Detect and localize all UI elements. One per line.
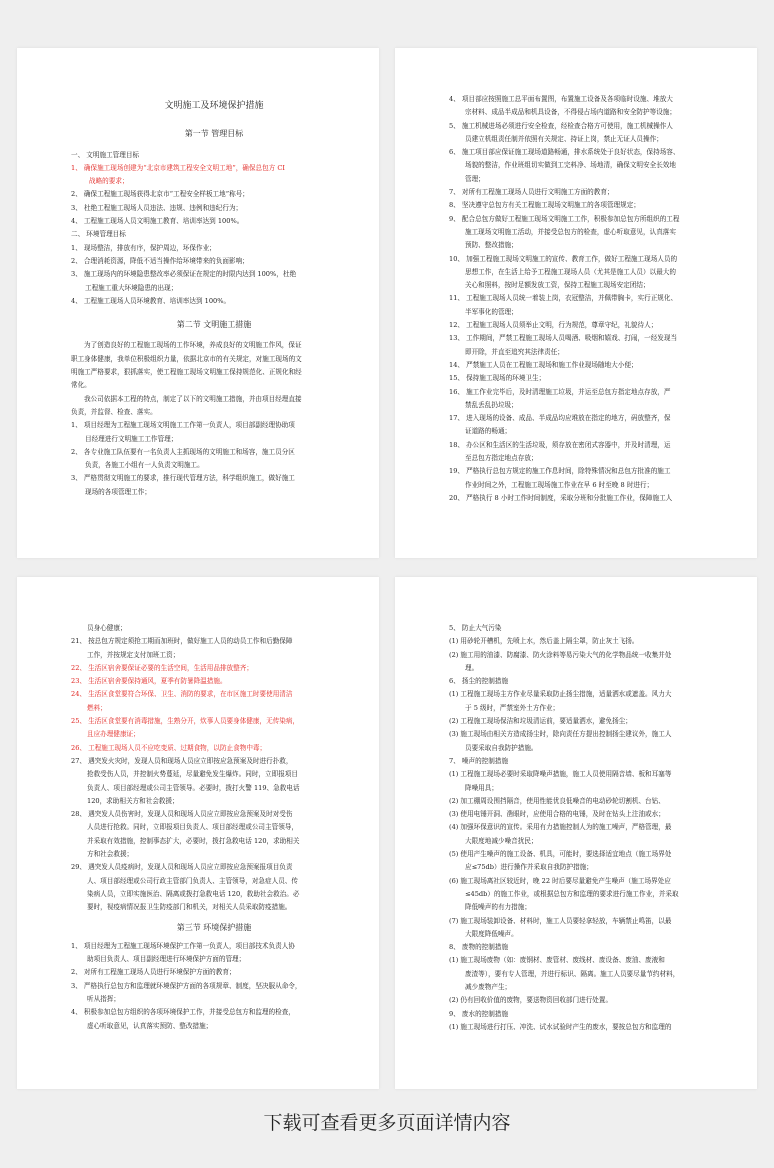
list-item-continuation: 关心和照料，按时足额发放工资，保持工程施工现场安定团结； [465,281,650,290]
list-item: 14、 严禁施工人员在工程施工现场和施工作业现场随地大小便； [449,360,638,369]
download-more-prompt[interactable]: 下载可查看更多页面详情内容 [263,1112,511,1134]
document-page-2 [395,48,757,558]
list-item-continuation: 施工现场文明施工活动，并接受总包方的检查，虚心听取意见，认真落实 [465,227,676,236]
list-heading: 一、 文明施工管理目标 [71,150,140,159]
list-item: (2) 仍有回收价值的废物，要送物资回收部门进行处置。 [449,996,613,1005]
list-item: 3、 施工现场内的环境隐患整改率必须保证在规定的时限内达到 100%，杜绝 工程施工重大环境隐患的出现； [71,270,297,292]
list-item-continuation: 员要采取自我防护措施。 [465,743,538,752]
list-item-continuation: 人员进行抢救。同时，立即报项目负责人、项目部经理或公司主管领导， [87,823,298,832]
list-item: 9、 配合总包方做好工程施工现场文明施工工作，积极参加总包方所组织的工程 [449,214,680,223]
list-item-continuation: 助项目负责人、项目副经理进行环境保护方面的管理； [87,955,246,964]
list-item: (5) 使用产生噪声的施工设备、机具，可能时，要选择适宜地点（施工场界处 [449,850,672,859]
list-item: (3) 使用电锤开洞、凿眼时，应使用合格的电锤，及时在钻头上注油或水； [449,810,665,819]
list-item-continuation: 思想工作，在生活上给予工程施工现场人员（尤其是施工人员）以最大的 [465,267,676,276]
list-item: (2) 加工棚周设围挡隔音，使用性能优良低噪音的电动砂轮切割机、台钻、 [449,796,665,805]
list-item: 6、 扬尘的控制措施 [449,677,509,686]
list-item-continuation: 120，求助相关方和社会救援； [87,796,179,805]
document-page-4 [395,577,757,1089]
list-item-continuation: 且应办理健康证； [87,730,140,739]
paragraph-line: 为了创造良好的工程施工现场的工作环境，养成良好的文明施工作风，保证 [84,341,302,350]
list-item: 1、 现场整洁，排放有序，保护周边，环保作业； [71,243,216,252]
list-item: 1、 项目经理为工程施工现场环境保护工作第一负责人，项目部技术负责人协 [71,941,295,950]
list-item: (1) 用砂轮开槽机，先喷上水，然后盖上隔尘罩，防止灰土飞扬。 [449,637,639,646]
list-item-continuation: 理。 [465,663,479,672]
list-item-continuation: 并采取有效措施，控制事态扩大，必要时，拨打急救电话 120，求助相关 [87,836,300,845]
list-item: 8、 坚决遵守总包方有关工程施工现场文明施工的各项管理规定； [449,201,640,210]
list-item: 1、 项目经理为工程施工现场文明施工工作第一负责人，项目部副经理协助项 目经理进行文明施工工作管理； [71,421,295,443]
list-item: (6) 施工现场离社区较近时，晚 22 时后要尽量避免产生噪声（施工场界处应 [449,876,671,885]
list-item: 4、 工程施工现场人员环境教育、培训率达到 100%。 [71,296,231,305]
list-item-continuation: 人、项目部经理或公司行政主管部门负责人、主管领导，对急症人员、传 [87,876,298,885]
list-item-continuation: 工作，并按规定支付加班工资； [87,650,180,659]
list-item: 24、 生活区食堂要符合环保、卫生、消防的要求，在市区施工时要使用清洁 [71,690,293,699]
list-item-continuation: 减少废物产生； [465,983,512,992]
list-item-continuation: 员建立机组责任制并依照有关规定、持证上岗，禁止无证人员操作； [465,134,663,143]
list-item: 5、 防止大气污染 [449,624,502,632]
list-item-continuation: 燃料； [87,703,107,712]
list-item: 17、 进入现场的设备、成品、半成品均应堆放在指定的地方，码放整齐，保 [449,414,671,423]
list-item: 15、 保持施工现场的环境卫生； [449,374,546,383]
list-item-continuation: 至总包方指定地点存放； [465,454,538,463]
list-item: (1) 工程施工现场必要时采取降噪声措施，施工人员使用隔音墙、板和耳塞等 [449,770,672,779]
list-item-continuation: 作业时间之外，工程施工现场施工作业在早 6 时至晚 8 时进行； [465,480,654,489]
list-item: 11、 工程施工现场人员统一着装上岗，衣冠整洁，并佩带胸卡，实行正规化、 [449,294,678,303]
list-item: 2、 各专业施工队伍要有一名负责人主抓现场的文明施工和场容，施工员分区 负责，各施工小组有一人负责文明施工。 [71,447,295,470]
list-item-continuation: 废渣等），要有专人管理，并进行标识、隔离。施工人员要尽量节约材料， [465,969,680,978]
paragraph-line: 负责，并监督、检查、落实。 [71,407,157,416]
list-item: 10、 加强工程施工现场文明施工的宣传、教育工作，做好工程施工现场人员的 [449,254,678,263]
list-item: (7) 施工现场装卸设备、材料时，施工人员要轻拿轻放，车辆禁止鸣笛，以最 [449,916,672,925]
list-item: (1) 施工现场进行打压、冲洗、试水试验时产生的废水，要按总包方和监理的 [449,1022,672,1031]
list-item: 25、 生活区食堂要有消毒措施，生熟分开，炊事人员要身体健康，无传染病， [71,717,300,726]
list-item: (1) 工程施工现场主方作业尽量采取防止扬尘措施，适量洒水或遮盖。风力大 [449,690,672,699]
list-item: 26、 工程施工现场人员不应吃变质、过期食物，以防止食物中毒； [71,743,267,752]
list-item-continuation: 虚心听取意见，认真落实预防、整改措施； [87,1021,213,1030]
paragraph-line: 职工身体健康，我单位积极组织力量，依据北京市的有关规定，对施工现场的文 [71,354,302,363]
list-item: 2、 合理消耗资源，降低不适当操作给环境带来的负面影响； [71,256,249,265]
list-item: 19、 严格执行总包方规定的施工作息时间，除特殊情况和总包方批准的施工 [449,467,671,476]
list-item: 18、 办公区和生活区的生活垃圾，须存放在密闭式容器中，并及时清理，运 [449,440,671,449]
list-item: 3、 严格贯彻文明施工的要求，推行现代管理方法，科学组织施工，做好施工 现场的各项管理工作； [71,474,295,496]
list-item-continuation: ≤45db）的施工作业，或根据总包方和监理的要求进行施工作业，并采取 [465,889,679,898]
list-item: 20、 严格执行 8 小时工作时间制度，采取分班和分批施工作业，保障施工人 [449,493,673,502]
list-item: 7、 对所有工程施工现场人员进行文明施工方面的教育； [449,188,614,197]
document-page-3 [17,577,379,1089]
list-item-continuation: 场貌的整洁，作业班组切实做到工完料净、场地清，确保文明安全长效地 [465,161,676,170]
list-item: 6、 施工项目部应保证施工现场道路畅通，排水系统处于良好状态，保持场容、 [449,148,680,157]
list-item-continuation: 预防、整改措施； [465,241,518,250]
section-heading: 第一节 管理目标 [184,129,244,139]
section-heading: 第三节 环境保护措施 [176,922,252,932]
list-item-continuation: 应≤75db）进行操作并采取自我防护措施； [465,863,593,872]
section-heading: 第二节 文明施工措施 [176,320,252,330]
paragraph-line: 我公司依据本工程的特点，制定了以下的文明施工措施，并由项目经理直接 [84,394,302,403]
list-item: (2) 施工用的油漆、防腐漆、防火涂料等易污染大气的化学物品统一收集并处 [449,650,672,659]
list-item-continuation: 要时，视疫病情况报卫生防疫部门和机关，对相关人员采取防疫措施。 [87,903,292,912]
paragraph-line: 明施工严格要求，狠抓落实，使工程施工现场文明施工保持规范化、正规化和经 [71,368,302,377]
document-title: 文明施工及环境保护措施 [164,101,264,111]
list-item-continuation: 于 5 级时，严禁室外土方作业； [465,703,560,712]
list-item: 1、 确保施工现场创建为“北京市建筑工程安全文明工地”，确保总包方 CI 战略的要求； [71,163,285,186]
list-item: 5、 施工机械进场必须进行安全检查，经检查合格方可使用，施工机械操作人 [449,121,673,130]
list-item: 8、 废物的控制措施 [449,943,509,952]
list-item: 9、 废水的控制措施 [449,1009,509,1018]
list-item-continuation: 半军事化的管理； [465,307,518,316]
list-item-continuation: 方和社会救援； [87,850,134,859]
list-item-continuation: 大限度降低噪声。 [465,929,518,938]
list-item: (3) 施工现场由相关方造成扬尘时，除向责任方提出控制扬尘建议外，施工人 [449,730,672,739]
list-item: 4、 项目部应按照施工总平面布置图，布置施工设备及各项临时设施、堆放大 [449,95,673,103]
list-item: 29、 遇突发人员疫病时，发现人员和现场人员应立即按应急预案报项目负责 [71,863,293,872]
list-item: 3、 杜绝工程施工现场人员违法、违规、违例和违纪行为； [71,203,243,212]
list-item: 2、 确保工程施工现场获得北京市“工程安全样板工地”称号； [71,190,249,199]
list-item-continuation: 员身心健康； [87,624,127,632]
list-item: 21、 按总包方规定须抢工期而加班时，做好施工人员的动员工作和后勤保障 [71,637,293,646]
list-item: 4、 积极参加总包方组织的各项环境保护工作，并接受总包方和监理的检查， [71,1008,295,1017]
list-item: 23、 生活区宿舍要保持通风，夏季有防暑降温措施。 [71,677,227,686]
list-item-continuation: 大限度地减少噪音扰民； [465,836,538,845]
list-item-continuation: 听从指挥； [87,995,120,1004]
list-item: (1) 施工现场废物（如：废钢材、废管材、废线材、废设备、废油、废液和 [449,956,665,965]
list-item: 22、 生活区宿舍要保证必要的生活空间，生活用品排放整齐； [71,663,253,672]
list-item: 27、 遇突发火灾时，发现人员和现场人员应立即按应急预案及时进行扑救， [71,756,293,765]
list-item-continuation: 降噪用具； [465,783,498,792]
list-item: (4) 加强环保意识的宣传。采用有力措施控制人为的施工噪声，严格管理，最 [449,823,672,832]
list-item: 4、 工程施工现场人员文明施工教育、培训率达到 100%。 [71,217,244,226]
document-page-1 [17,48,379,558]
list-item: 3、 严格执行总包方和监理就环境保护方面的各项规章、制度，坚决服从命令， [71,981,302,990]
list-item-continuation: 降低噪声的有力措施； [465,903,531,912]
list-item-continuation: 抢救受伤人员，并控制火势蔓延，尽量避免发生爆炸。同时，立即报项目 [87,770,298,779]
list-item-continuation: 禁乱丢乱扔垃圾； [465,400,518,409]
list-item: 7、 噪声的控制措施 [449,756,509,765]
list-heading: 二、 环境管理目标 [71,230,126,239]
list-item-continuation: 证道路的畅通； [465,427,512,436]
list-item-continuation: 管理； [465,174,485,183]
list-item: 28、 遇突发人员伤害时，发现人员和现场人员应立即按应急预案及时对受伤 [71,810,293,819]
list-item: 16、 施工作业完毕后，及时清理施工垃圾，并运至总包方指定地点存放，严 [449,387,671,396]
list-item-continuation: 负责人、项目部经理或公司主管领导。必要时，拨打火警 119、急救电话 [87,783,300,792]
list-item-continuation: 即开除，并直至追究其法律责任； [465,347,564,356]
list-item: 12、 工程施工现场人员须举止文明，行为规范，尊章守纪，礼貌待人； [449,321,658,330]
list-item: 2、 对所有工程施工现场人员进行环境保护方面的教育； [71,968,236,977]
list-item: (2) 工程施工现场保洁和垃圾清运前，要适量洒水，避免扬尘； [449,717,632,726]
list-item: 13、 工作期间，严禁工程施工现场人员喝酒、吸烟和嬉戏、打闹，一经发现当 [449,334,678,343]
list-item-continuation: 宗材料、成品半成品和机具设备，不得侵占场内道路和安全防护等设施； [465,108,676,117]
list-item-continuation: 染病人员，立即实施医治、隔离或拨打急救电话 120，救助社会救治。必 [87,889,300,898]
paragraph-line: 常化。 [71,381,91,390]
